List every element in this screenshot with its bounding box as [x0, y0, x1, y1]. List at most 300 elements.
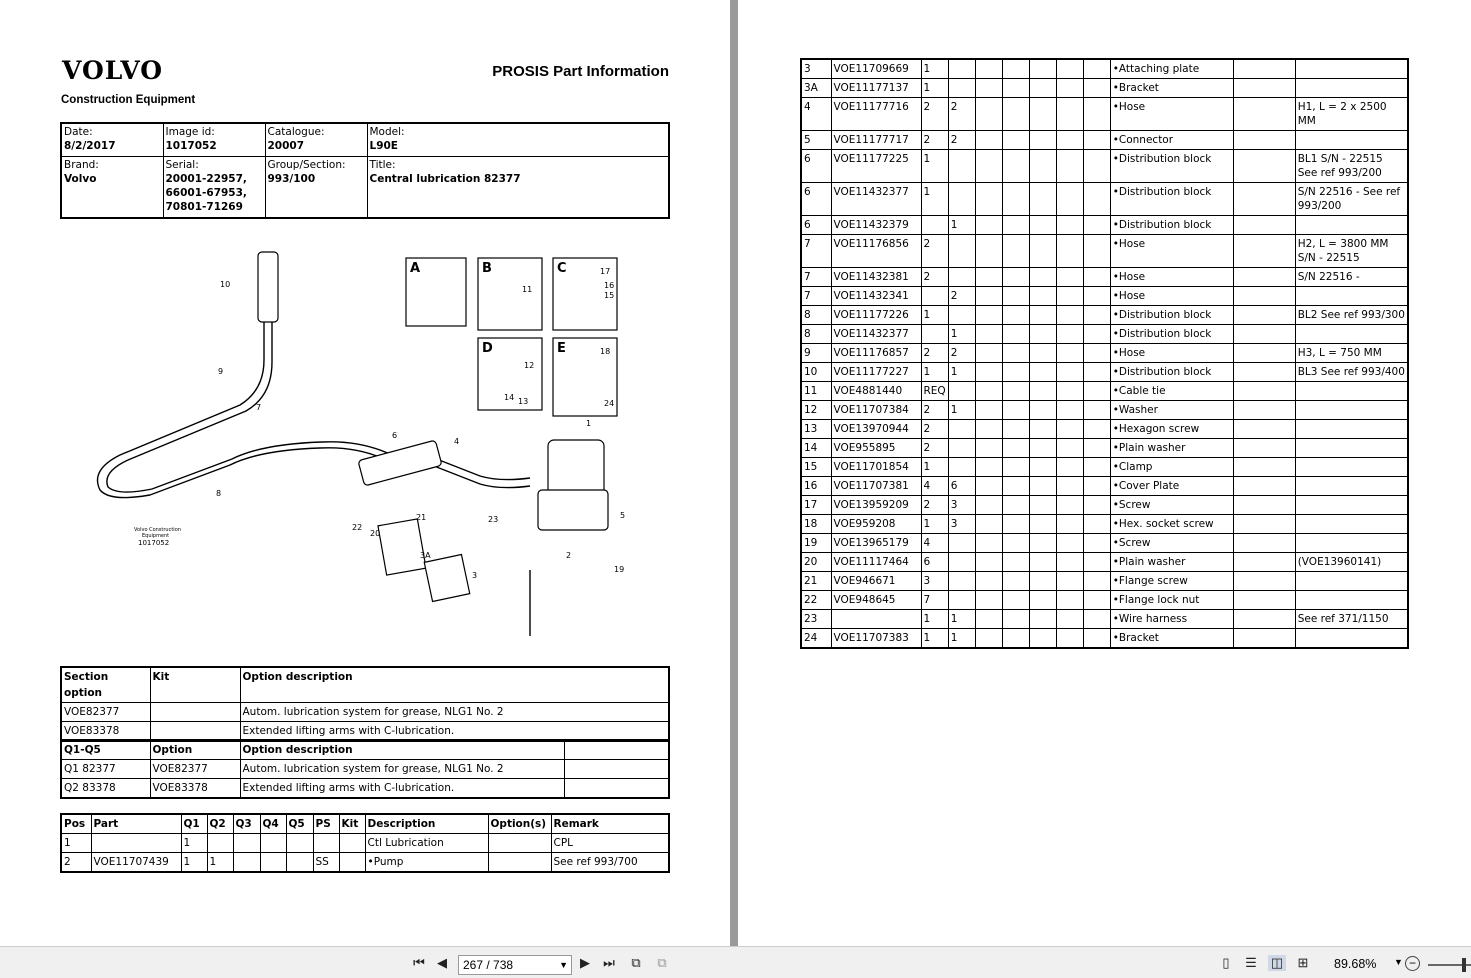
cell	[948, 591, 975, 610]
table-row	[801, 150, 1408, 183]
cell: VOE82377	[61, 703, 150, 722]
cell: 7	[801, 235, 831, 268]
cell	[1002, 363, 1029, 382]
cell	[1056, 534, 1083, 553]
cell: •Plain washer	[1110, 439, 1233, 458]
cell: 1	[948, 363, 975, 382]
table-row	[801, 235, 1408, 268]
cell	[1002, 150, 1029, 183]
label-13: 13	[518, 397, 529, 406]
table-row	[801, 401, 1408, 420]
cell	[1083, 150, 1110, 183]
cell: VOE11707384	[831, 401, 921, 420]
image-value: 1017052	[165, 140, 217, 152]
cell	[1233, 59, 1295, 79]
viewer-toolbar	[0, 946, 1471, 978]
cell: 1	[207, 853, 233, 873]
table-row	[61, 853, 669, 873]
cell	[975, 439, 1002, 458]
cell	[948, 420, 975, 439]
cell	[975, 629, 1002, 649]
table-row	[801, 572, 1408, 591]
cell	[1056, 235, 1083, 268]
pos-table	[60, 813, 670, 873]
cell: 6	[801, 183, 831, 216]
table-row	[801, 591, 1408, 610]
cell: VOE11176857	[831, 344, 921, 363]
cell	[1002, 98, 1029, 131]
table-row	[61, 834, 669, 853]
table-row	[801, 629, 1408, 649]
cell	[1029, 553, 1056, 572]
cell	[1233, 325, 1295, 344]
cell	[1056, 344, 1083, 363]
cell	[1002, 59, 1029, 79]
cell: VOE11177137	[831, 79, 921, 98]
cell	[1295, 572, 1408, 591]
page-number-input[interactable]	[458, 955, 572, 975]
table-row	[801, 534, 1408, 553]
group-cell	[265, 156, 367, 218]
first-page-icon[interactable]: ⏮	[413, 955, 425, 970]
zoom-out-icon[interactable]: −	[1405, 956, 1420, 971]
label-22: 22	[352, 523, 363, 532]
cell: 1	[921, 458, 948, 477]
cell	[1233, 496, 1295, 515]
cell	[1029, 458, 1056, 477]
cell: 4	[921, 477, 948, 496]
cell	[975, 572, 1002, 591]
table-row	[801, 216, 1408, 235]
cell	[1029, 477, 1056, 496]
header-remark: Remark	[551, 814, 669, 834]
image-cell	[163, 123, 265, 156]
cell	[1295, 59, 1408, 79]
table-row	[801, 98, 1408, 131]
catalogue-value: 20007	[267, 140, 305, 152]
cell	[1002, 183, 1029, 216]
cell	[1056, 458, 1083, 477]
cell	[1295, 216, 1408, 235]
cell	[207, 834, 233, 853]
cell	[975, 325, 1002, 344]
cell	[1002, 534, 1029, 553]
cell	[150, 703, 240, 722]
cell	[1233, 439, 1295, 458]
cell: REQ	[921, 382, 948, 401]
table-row	[801, 382, 1408, 401]
header-pos: Pos	[61, 814, 91, 834]
cell: 1	[921, 79, 948, 98]
cell	[1056, 496, 1083, 515]
cell	[1029, 363, 1056, 382]
cell	[975, 287, 1002, 306]
cell	[1083, 572, 1110, 591]
cell: VOE11176856	[831, 235, 921, 268]
cell	[1002, 458, 1029, 477]
section-option-table	[60, 666, 670, 742]
label-24: 24	[604, 399, 615, 408]
cell: •Attaching plate	[1110, 59, 1233, 79]
cell	[1002, 553, 1029, 572]
cell	[1295, 591, 1408, 610]
table-row	[801, 439, 1408, 458]
cell: 1	[921, 306, 948, 325]
cell	[975, 553, 1002, 572]
cell: •Connector	[1110, 131, 1233, 150]
cell: 1	[921, 363, 948, 382]
cell	[1083, 59, 1110, 79]
cell	[975, 79, 1002, 98]
cell	[1295, 534, 1408, 553]
cell: VOE11701854	[831, 458, 921, 477]
cell: Q2 83378	[61, 779, 150, 799]
cell: 7	[801, 287, 831, 306]
cell	[1233, 458, 1295, 477]
cell	[1295, 477, 1408, 496]
cell	[1295, 629, 1408, 649]
table-row	[801, 306, 1408, 325]
cell	[564, 760, 669, 779]
cell: 2	[948, 131, 975, 150]
cell	[1083, 287, 1110, 306]
cell	[975, 268, 1002, 287]
header-kit: Kit	[339, 814, 365, 834]
cell	[1056, 591, 1083, 610]
cell	[1056, 363, 1083, 382]
cell	[1083, 268, 1110, 287]
cell	[1029, 98, 1056, 131]
cell: 2	[948, 98, 975, 131]
cell	[1056, 131, 1083, 150]
cell: 3	[921, 572, 948, 591]
cell: 6	[801, 150, 831, 183]
cell	[1233, 477, 1295, 496]
cell: 1	[181, 834, 207, 853]
cell: 3	[948, 515, 975, 534]
table-row	[801, 420, 1408, 439]
cell	[1002, 515, 1029, 534]
cell: 21	[801, 572, 831, 591]
cell	[948, 150, 975, 183]
document-title: PROSIS Part Information	[492, 63, 669, 80]
cell	[1083, 344, 1110, 363]
cell	[1002, 287, 1029, 306]
cell: VOE82377	[150, 760, 240, 779]
cell	[1295, 515, 1408, 534]
cell	[1029, 235, 1056, 268]
cell: •Hose	[1110, 287, 1233, 306]
next-view-icon[interactable]: ⧉	[657, 955, 667, 970]
cell: •Distribution block	[1110, 363, 1233, 382]
model-value: L90E	[369, 140, 398, 152]
cell	[1295, 420, 1408, 439]
cell	[91, 834, 181, 853]
cell: VOE11707439	[91, 853, 181, 873]
cell	[975, 496, 1002, 515]
label-5: 5	[620, 511, 626, 520]
single-page-icon[interactable]: ▯	[1222, 955, 1230, 970]
cell	[1029, 439, 1056, 458]
cell: 1	[948, 629, 975, 649]
cell	[975, 183, 1002, 216]
table-row	[61, 779, 669, 799]
cell	[1056, 477, 1083, 496]
cell	[1233, 382, 1295, 401]
cell	[1029, 610, 1056, 629]
table-row	[801, 553, 1408, 572]
table-row	[801, 287, 1408, 306]
cell: VOE13959209	[831, 496, 921, 515]
label-15: 15	[604, 291, 615, 300]
cell: 1	[921, 610, 948, 629]
cell	[975, 458, 1002, 477]
cell: 1	[921, 150, 948, 183]
cell	[1083, 98, 1110, 131]
cell: VOE11177716	[831, 98, 921, 131]
brand-label: Brand:	[64, 158, 99, 171]
cell	[1002, 477, 1029, 496]
cell	[1233, 610, 1295, 629]
label-11: 11	[522, 285, 533, 294]
cell: 2	[921, 131, 948, 150]
cell	[286, 853, 313, 873]
cell: 1	[921, 59, 948, 79]
cell	[948, 306, 975, 325]
cell	[1056, 610, 1083, 629]
cell: BL2 See ref 993/300	[1295, 306, 1408, 325]
cell	[1002, 401, 1029, 420]
volvo-logo: VOLVO	[62, 56, 164, 85]
last-page-icon[interactable]: ⏭	[603, 955, 615, 970]
cell: VOE13970944	[831, 420, 921, 439]
model-label: Model:	[369, 126, 405, 138]
header-q5: Q5	[286, 814, 313, 834]
header-part: Part	[91, 814, 181, 834]
cell: 2	[921, 268, 948, 287]
cell	[1233, 344, 1295, 363]
parts-diagram	[60, 240, 670, 640]
continuous-icon[interactable]: ☰	[1245, 955, 1257, 970]
cell	[1002, 610, 1029, 629]
cell	[1233, 420, 1295, 439]
table-row	[801, 610, 1408, 629]
table-row	[801, 477, 1408, 496]
cell	[1029, 534, 1056, 553]
cell	[260, 853, 286, 873]
cell	[1233, 401, 1295, 420]
cell	[1002, 496, 1029, 515]
facing-icon[interactable]: ◫	[1268, 955, 1286, 971]
previous-view-icon[interactable]: ⧉	[631, 955, 641, 970]
cell	[948, 553, 975, 572]
chevron-down-icon[interactable]: ▼	[559, 960, 568, 970]
cell	[975, 515, 1002, 534]
cell: S/N 22516 - See ref 993/200	[1295, 183, 1408, 216]
cell: VOE955895	[831, 439, 921, 458]
table-row	[61, 760, 669, 779]
cell	[1083, 235, 1110, 268]
info-table	[60, 122, 670, 219]
header-option-description: Option description	[240, 667, 669, 703]
cell: 1	[921, 183, 948, 216]
cell: SS	[313, 853, 339, 873]
callout-c: C	[557, 261, 567, 276]
cell	[1233, 515, 1295, 534]
cell: 1	[948, 610, 975, 629]
caption-line-2: Equipment	[142, 533, 170, 539]
header-description: Description	[365, 814, 488, 834]
continuous-facing-icon[interactable]: ⊞	[1297, 955, 1309, 970]
cell: •Hex. socket screw	[1110, 515, 1233, 534]
cell: 6	[921, 553, 948, 572]
zoom-dropdown-icon[interactable]: ▼	[1394, 957, 1403, 967]
cell: 3	[948, 496, 975, 515]
cell: 2	[921, 401, 948, 420]
cell: VOE11707381	[831, 477, 921, 496]
cell	[1056, 572, 1083, 591]
cell	[1233, 287, 1295, 306]
cell: •Bracket	[1110, 629, 1233, 649]
cell: •Hexagon screw	[1110, 420, 1233, 439]
cell	[1295, 439, 1408, 458]
cell	[975, 591, 1002, 610]
cell	[1233, 553, 1295, 572]
brand-value: Volvo	[64, 172, 97, 185]
table-row	[801, 131, 1408, 150]
cell	[975, 235, 1002, 268]
cell	[1029, 59, 1056, 79]
brand-cell	[61, 156, 163, 218]
cell	[921, 287, 948, 306]
cell: VOE11432381	[831, 268, 921, 287]
cell	[975, 534, 1002, 553]
cell: VOE83378	[150, 779, 240, 799]
cell: VOE11709669	[831, 59, 921, 79]
catalogue-cell	[265, 123, 367, 156]
cell	[948, 59, 975, 79]
zoom-slider-thumb[interactable]	[1462, 958, 1466, 972]
cell	[921, 325, 948, 344]
cell	[1083, 629, 1110, 649]
cell	[975, 420, 1002, 439]
cell: VOE11177226	[831, 306, 921, 325]
cell: BL1 S/N - 22515 See ref 993/200	[1295, 150, 1408, 183]
cell: VOE948645	[831, 591, 921, 610]
label-3a: 3A	[420, 551, 431, 560]
cell: VOE946671	[831, 572, 921, 591]
cell	[1056, 98, 1083, 131]
table-row	[801, 496, 1408, 515]
cell	[1233, 268, 1295, 287]
cell: •Distribution block	[1110, 183, 1233, 216]
cell: Autom. lubrication system for grease, NLG1 No. 2	[240, 703, 669, 722]
cell: Extended lifting arms with C-lubrication.	[240, 779, 564, 799]
cell	[1083, 216, 1110, 235]
cell	[339, 834, 365, 853]
cell	[1083, 79, 1110, 98]
cell: 3A	[801, 79, 831, 98]
label-12: 12	[524, 361, 535, 370]
cell: 19	[801, 534, 831, 553]
cell	[1083, 610, 1110, 629]
header-q2: Q2	[207, 814, 233, 834]
prev-page-icon[interactable]: ◀	[437, 955, 447, 970]
cell: 2	[921, 344, 948, 363]
cell	[1295, 401, 1408, 420]
cell	[948, 268, 975, 287]
cell: 2	[921, 235, 948, 268]
image-label: Image id:	[165, 126, 215, 138]
cell	[1083, 325, 1110, 344]
header-ps: PS	[313, 814, 339, 834]
header-kit: Kit	[150, 667, 240, 703]
cell: 1	[948, 401, 975, 420]
cell	[975, 382, 1002, 401]
caption-line-1: Volvo Construction	[134, 527, 181, 533]
cell	[1029, 150, 1056, 183]
cell	[975, 98, 1002, 131]
cell: BL3 See ref 993/400	[1295, 363, 1408, 382]
callout-a: A	[410, 261, 421, 276]
cell: 2	[921, 98, 948, 131]
document-page-left	[0, 0, 730, 946]
cell	[1233, 629, 1295, 649]
cell: •Washer	[1110, 401, 1233, 420]
cell	[1029, 268, 1056, 287]
table-row	[801, 363, 1408, 382]
cell	[1002, 382, 1029, 401]
cell: VOE83378	[61, 722, 150, 742]
serial-value-1: 20001-22957,	[165, 172, 247, 185]
cell	[1002, 306, 1029, 325]
cell	[1083, 420, 1110, 439]
label-10: 10	[220, 280, 231, 289]
cell	[1233, 591, 1295, 610]
zoom-level[interactable]: 89.68%	[1334, 957, 1377, 971]
cell	[1295, 382, 1408, 401]
cell	[1295, 458, 1408, 477]
cell	[233, 834, 260, 853]
cell: 2	[948, 344, 975, 363]
cell	[1002, 629, 1029, 649]
cell: 1	[61, 834, 91, 853]
cell	[1002, 325, 1029, 344]
cell: 4	[801, 98, 831, 131]
cell	[975, 131, 1002, 150]
date-cell	[61, 123, 163, 156]
cell	[1295, 325, 1408, 344]
serial-value-2: 66001-67953,	[165, 186, 247, 199]
cell: H1, L = 2 x 2500 MM	[1295, 98, 1408, 131]
cell	[1056, 382, 1083, 401]
cell	[948, 458, 975, 477]
diagram-caption	[134, 527, 181, 547]
table-row	[801, 515, 1408, 534]
header-q1-q5: Q1-Q5	[61, 740, 150, 760]
table-row	[801, 183, 1408, 216]
label-21: 21	[416, 513, 427, 522]
cell	[975, 150, 1002, 183]
cell	[1295, 287, 1408, 306]
cell	[1083, 382, 1110, 401]
cell	[1029, 344, 1056, 363]
cell	[1029, 306, 1056, 325]
cell: 4	[921, 534, 948, 553]
table-row	[801, 344, 1408, 363]
next-page-icon[interactable]: ▶	[580, 955, 590, 970]
cell	[1083, 553, 1110, 572]
